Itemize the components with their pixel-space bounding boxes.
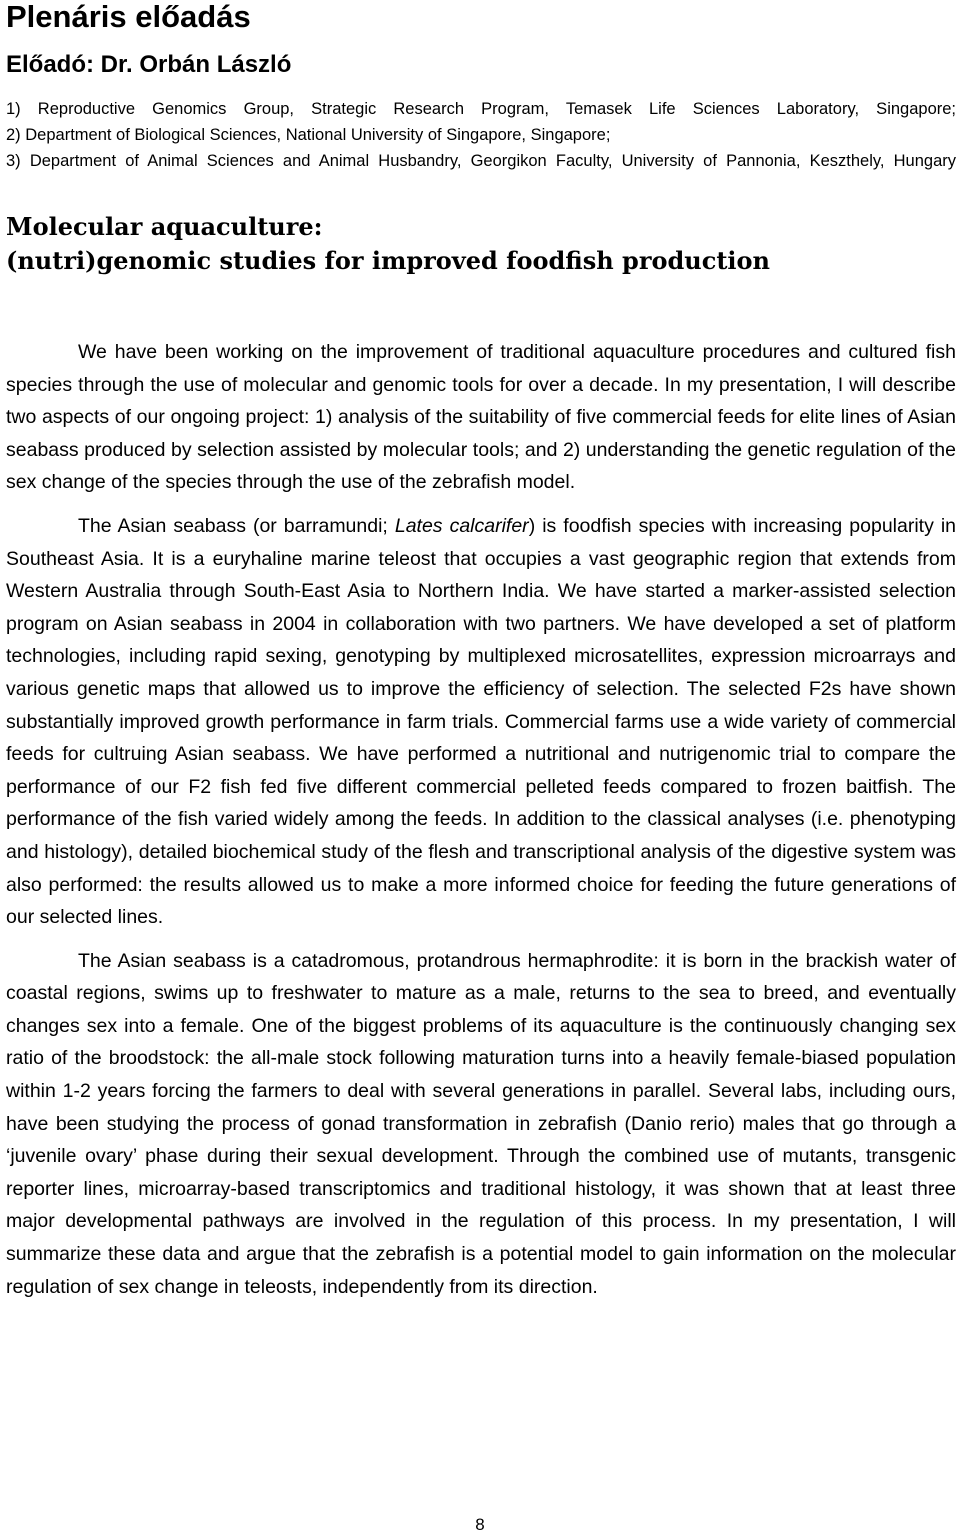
- page-number: 8: [475, 1515, 485, 1534]
- species-name: Lates calcarifer: [394, 514, 529, 537]
- affiliations: [6, 96, 956, 174]
- affiliation-1: 1) Reproductive Genomics Group, Strategic Research Program, Temasek Life Sciences Laboratory, Singapore;: [6, 100, 956, 118]
- paragraph-2-text-a: The Asian seabass (or barramundi;: [78, 514, 395, 537]
- paragraph-2-text-b: ) is foodfish species with increasing popularity in Southeast Asia. It is a euryhaline marine teleost that occupies a vast geographic region that extends from Western Australia through South-East Asia to Northern India. We have started a marker-assisted selection program on Asian seabass in 2004 in collaboration with two partners. We have developed a set of platform technologies, including rapid sexing, genotyping by multiplexed microsatellites, expression microarrays and various genetic maps that allowed us to improve the efficiency of selection. The selected F2s have shown substantially improved growth performance in farm trials. Commercial farms use a wide variety of commercial feeds for cultruing Asian seabass. We have performed a nutritional and nutrigenomic trial to compare the performance of our F2 fish fed five different commercial pelleted feeds compared to frozen baitfish. The performance of the fish varied widely among the feeds. In addition to the classical analyses (i.e. phenotyping and histology), detailed biochemical study of the flesh and transcriptional analysis of the digestive system was also performed: the results allowed us to make a more informed choice for feeding the future generations of our selected lines.: [6, 514, 957, 929]
- abstract-body: [6, 336, 956, 1303]
- paragraph-1: We have been working on the improvement of traditional aquaculture procedures and cultured fish species through the use of molecular and genomic tools for over a decade. In my presentation, I will describe two aspects of our ongoing project: 1) analysis of the suitability of five commercial feeds for elite lines of Asian seabass produced by selection assisted by molecular tools; and 2) understanding the genetic regulation of the sex change of the species through the use of the zebrafish model.: [6, 341, 956, 494]
- talk-title: [6, 210, 770, 278]
- talk-title-line-1: Molecular aquaculture:: [6, 212, 323, 241]
- paragraph-2: [6, 510, 956, 934]
- affiliation-3: 3) Department of Animal Sciences and Animal Husbandry, Georgikon Faculty, University of Pannonia, Keszthely, Hungary: [6, 152, 956, 170]
- speaker-heading: Előadó: Dr. Orbán László: [6, 51, 292, 78]
- paragraph-3: The Asian seabass is a catadromous, protandrous hermaphrodite: it is born in the brackish water of coastal regions, swims up to freshwater to mature as a male, returns to the sea to breed, and eventually changes sex into a female. One of the biggest problems of its aquaculture is the continuously changing sex ratio of the broodstock: the all-male stock following maturation turns into a heavily female-biased population within 1-2 years forcing the farmers to deal with several generations in parallel. Several labs, including ours, have been studying the process of gonad transformation in zebrafish (Danio rerio) males that go through a ‘juvenile ovary’ phase during their sexual development. Through the combined use of mutants, transgenic reporter lines, microarray-based transcriptomics and traditional histology, it was shown that at least three major developmental pathways are involved in the regulation of this process. In my presentation, I will summarize these data and argue that the zebrafish is a potential model to gain information on the molecular regulation of sex change in teleosts, independently from its direction.: [6, 949, 956, 1298]
- talk-title-line-2: (nutri)genomic studies for improved foodfish production: [6, 246, 770, 275]
- affiliation-2: 2) Department of Biological Sciences, National University of Singapore, Singapore;: [6, 126, 611, 144]
- section-heading: Plenáris előadás: [6, 0, 251, 34]
